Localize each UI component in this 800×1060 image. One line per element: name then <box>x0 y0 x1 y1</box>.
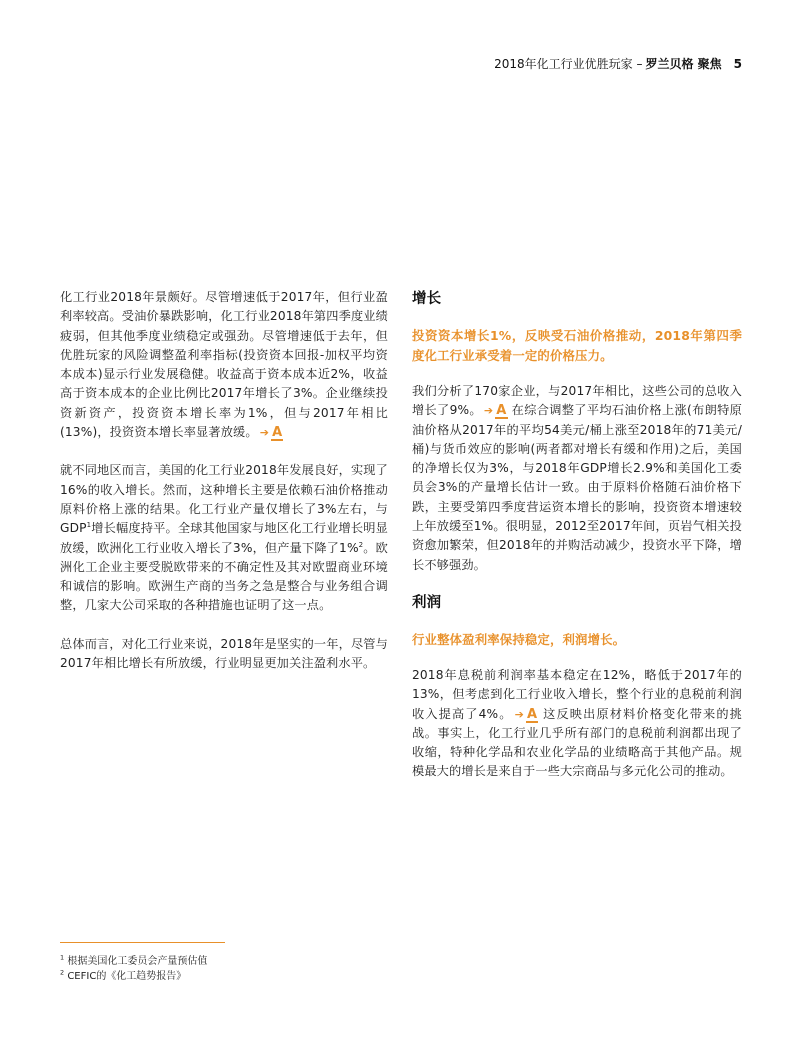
letter-a-icon: A <box>272 425 283 441</box>
paragraph-regions: 就不同地区而言，美国的化工行业2018年发展良好，实现了16%的收入增长。然而，这种增长主要是依赖石油价格推动原料价格上涨的结果。化工行业产量仅增长了3%左右，与GDP$^1$增长幅度持平。全球其他国家与地区化工行业增长明显放缓，欧洲化工行业收入增长了3%，但产量下降了1%$^2$。欧洲化工企业主要受脱欧带来的不确定性及其对欧盟商业环境和诚信的影响。欧洲生产商的当务之急是整合与业务组合调整，几家大公司采取的各种措施也证明了这一点。 <box>60 463 388 613</box>
letter-a-icon: A <box>496 403 507 419</box>
footnote-ref-2[interactable]: 2 <box>358 540 364 549</box>
heading-growth: 增长 <box>412 291 442 307</box>
footnote-ref-1[interactable]: 1 <box>86 521 92 530</box>
reference-link-a[interactable] <box>260 423 284 442</box>
paragraph-profit: 2018年息税前利润率基本稳定在12%，略低于2017年的13%，但考虑到化工行业收入增长，整个行业的息税前利润收入提高了4%。 ➔ A 这反映出原材料价格变化带来的挑战。事实上，化工行业几乎所有部门的息税前利润都出现了收缩，特种化学品和农业化学品的业绩略高于其他产品。规模最大的增长是来自于一些大宗商品与多元化公司的推动。 <box>412 667 742 779</box>
footnotes <box>60 954 207 984</box>
paragraph-summary: 总体而言，对化工行业来说，2018年是坚实的一年，尽管与2017年相比增长有所放缓，行业明显更加关注盈利水平。 <box>60 636 388 671</box>
heading-profit: 利润 <box>412 594 442 611</box>
lead-growth: 投资资本增长1%，反映受石油价格推动，2018年第四季度化工行业承受着一定的价格压力。 <box>412 328 742 363</box>
reference-link-a[interactable] <box>484 401 508 420</box>
footnote-2: $^2$ CEFIC的《化工趋势报告》 <box>60 968 187 982</box>
arrow-right-icon: ➔ <box>514 707 524 721</box>
letter-a-icon: A <box>526 706 538 722</box>
paragraph-growth: 我们分析了170家企业，与2017年相比，这些公司的总收入增长了9%。 ➔ A 在综合调整了平均石油价格上涨(布朗特原油价格从2017年的平均54美元/桶上涨至2018年的71美元/桶)与货币效应的影响(两者都对增长有缓和作用)之后，美国的净增长仅为3%，与2018年GDP增长2.9%和美国化工委员会3%的产量增长估计一致。由于原料价格随石油价格下跌，主要受第四季度营运资本增长的影响，投资资本增速较上年放缓至1%。很明显，2012至2017年间，页岩气相关投资愈加繁荣，但2018年的并购活动减少，投资水平下降，增长不够强劲。 <box>412 384 742 572</box>
arrow-right-icon: ➔ <box>259 426 270 440</box>
header-title: 2018年化工行业优胜玩家 – <box>494 57 643 71</box>
right-column <box>412 288 742 782</box>
footnote-1: $^1$ 根据美国化工委员会产量预估值 <box>60 953 208 967</box>
paragraph-overview: 化工行业2018年景颇好。尽管增速低于2017年，但行业盈利率较高。受油价暴跌影响，化工行业2018年第四季度业绩疲弱，但其他季度业绩稳定或强劲。尽管增速低于去年，但优胜玩家的风险调整盈利率指标(投资资本回报-加权平均资本成本)显示行业发展稳健。收益高于资本成本近2%，收益高于资本成本的企业比例比2017年增长了3%。企业继续投资新资产，投资资本增长率为1%，但与2017年相比(13%)，投资资本增长率显著放缓。 ➔ A <box>60 288 388 442</box>
header-brand: 罗兰贝格 聚焦 <box>645 57 722 71</box>
footnote-divider <box>60 942 225 943</box>
reference-link-a[interactable] <box>515 705 539 724</box>
arrow-right-icon: ➔ <box>483 404 494 418</box>
page-number: 5 <box>733 57 742 71</box>
lead-profit: 行业整体盈利率保持稳定，利润增长。 <box>412 631 626 647</box>
left-column <box>60 288 388 673</box>
page-header <box>494 55 742 72</box>
